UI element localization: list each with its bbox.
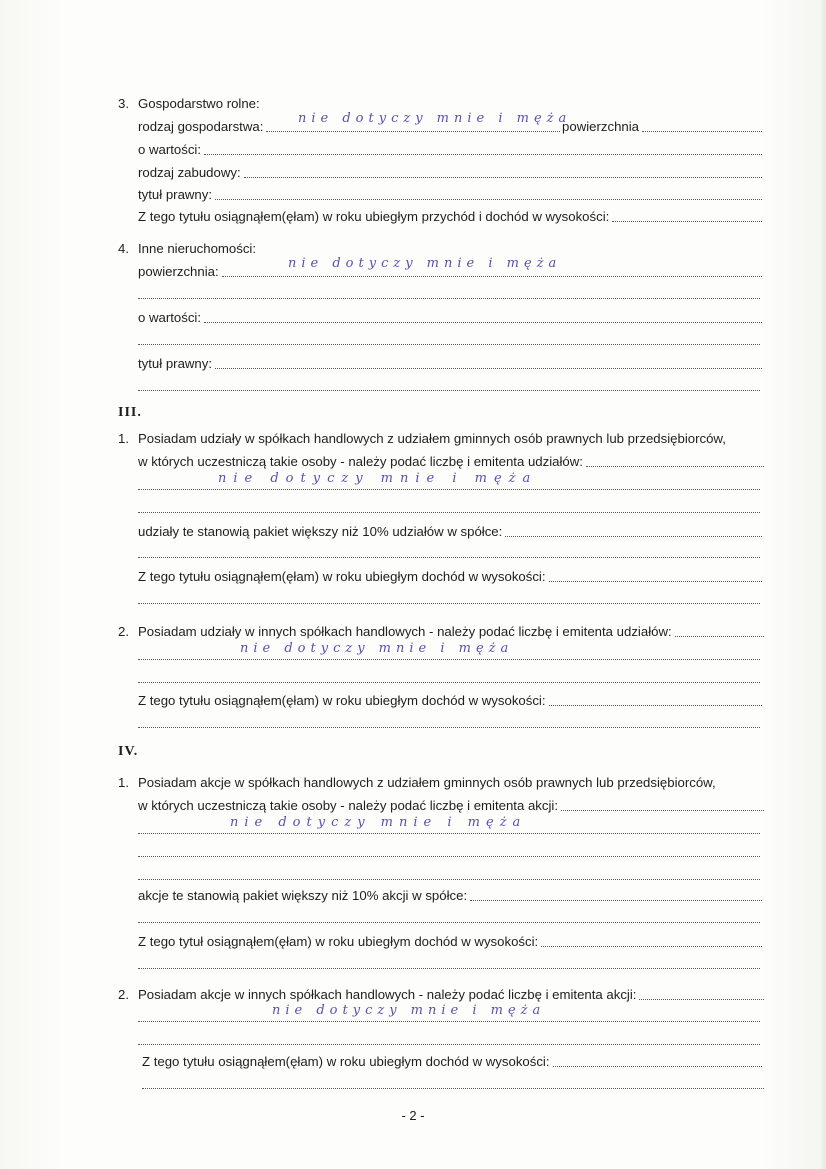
shares-q1-income-label: Z tego tytułu osiągnąłem(ęłam) w roku ubiegłym dochód w wysokości: xyxy=(138,569,546,584)
section-iii-heading: III. xyxy=(118,405,142,420)
shares-q2-income-continuation xyxy=(138,716,760,731)
other-title-continuation xyxy=(138,379,760,394)
farm-area-field[interactable] xyxy=(642,120,762,132)
other-value-field-2[interactable] xyxy=(138,333,760,345)
stocks-q2-income-field-2[interactable] xyxy=(142,1077,764,1089)
scan-edge-shadow xyxy=(820,0,826,1169)
farm-income-line xyxy=(138,209,764,225)
other-value-label: o wartości: xyxy=(138,310,202,325)
shares-q1-line1 xyxy=(118,431,766,447)
shares-q1-income-field[interactable] xyxy=(549,570,762,582)
stocks-q1-packet-line xyxy=(138,888,764,904)
other-value-continuation xyxy=(138,333,760,348)
stocks-q1-packet-field[interactable] xyxy=(470,889,762,901)
other-property-heading-line xyxy=(118,241,764,257)
other-value-line xyxy=(138,310,764,326)
other-value-field[interactable] xyxy=(204,311,762,323)
shares-q1-text1: Posiadam udziały w spółkach handlowych z udziałem gminnych osób prawnych lub przedsiębiorców, xyxy=(138,431,726,446)
handwriting-stocks-q2: nie dotyczy mnie i męża xyxy=(272,1003,546,1018)
shares-q1-packet-continuation xyxy=(138,546,760,561)
stocks-q1-answer-field-3[interactable] xyxy=(138,868,760,880)
other-area-field-2[interactable] xyxy=(138,287,760,299)
shares-q2-income-label: Z tego tytułu osiągnąłem(ęłam) w roku ubiegłym dochód w wysokości: xyxy=(138,693,546,708)
stocks-q2-answer-line-2 xyxy=(138,1033,760,1048)
stocks-q2-income-continuation xyxy=(142,1077,764,1092)
stocks-q1-income-line xyxy=(138,934,764,950)
stocks-q1-field[interactable] xyxy=(561,799,764,811)
handwriting-shares-q1: nie dotyczy mnie i męża xyxy=(218,471,538,486)
shares-q2-field[interactable] xyxy=(675,625,764,637)
other-area-label: powierzchnia: xyxy=(138,264,219,279)
shares-q1-packet-line xyxy=(138,524,764,540)
stocks-q2-income-label: Z tego tytułu osiągnąłem(ęłam) w roku ubiegłym dochód w wysokości: xyxy=(142,1054,550,1069)
farm-income-label: Z tego tytułu osiągnąłem(ęłam) w roku ubiegłym przychód i dochód w wysokości: xyxy=(138,209,610,224)
farm-type-label: rodzaj gospodarstwa: xyxy=(138,119,264,134)
item-number: 2. xyxy=(118,987,129,1002)
stocks-q1-packet-label: akcje te stanowią pakiet większy niż 10% akcji w spółce: xyxy=(138,888,468,903)
stocks-q2-text1: Posiadam akcje w innych spółkach handlowych - należy podać liczbę i emitenta akcji: xyxy=(138,987,637,1002)
stocks-q1-packet-continuation xyxy=(138,911,760,926)
stocks-q2-field[interactable] xyxy=(639,988,764,1000)
stocks-q1-text1: Posiadam akcje w spółkach handlowych z udziałem gminnych osób prawnych lub przedsiębiorców, xyxy=(138,775,716,790)
handwriting-other-property: nie dotyczy mnie i męża xyxy=(288,256,562,271)
stocks-q2-answer-field-2[interactable] xyxy=(138,1033,760,1045)
other-title-label: tytuł prawny: xyxy=(138,356,213,371)
section-iv-heading: IV. xyxy=(118,744,139,759)
shares-q1-income-continuation xyxy=(138,592,760,607)
farm-heading: Gospodarstwo rolne: xyxy=(138,96,260,111)
shares-q2-answer-field-2[interactable] xyxy=(138,671,760,683)
farm-title-line xyxy=(138,187,764,203)
item-number: 1. xyxy=(118,431,129,446)
farm-building-line xyxy=(138,165,764,181)
shares-q1-text2: w których uczestniczą takie osoby - należy podać liczbę i emitenta udziałów: xyxy=(138,454,583,469)
shares-q2-text1: Posiadam udziały w innych spółkach handlowych - należy podać liczbę i emitenta udziałów: xyxy=(138,624,672,639)
stocks-q1-answer-line-2 xyxy=(138,845,760,860)
other-property-heading: Inne nieruchomości: xyxy=(138,241,257,256)
farm-heading-line xyxy=(118,96,764,112)
page-number: - 2 - xyxy=(401,1108,425,1123)
handwriting-farm: nie dotyczy mnie i męża xyxy=(298,111,572,126)
shares-q1-income-field-2[interactable] xyxy=(138,592,760,604)
item-number: 3. xyxy=(118,96,129,111)
shares-q1-income-line xyxy=(138,569,764,585)
shares-q2-income-line xyxy=(138,693,764,709)
shares-q2-line1 xyxy=(118,624,766,640)
stocks-q2-line1 xyxy=(118,987,766,1003)
farm-value-line xyxy=(138,142,764,158)
shares-q1-packet-label: udziały te stanowią pakiet większy niż 10% udziałów w spółce: xyxy=(138,524,503,539)
stocks-q1-packet-field-2[interactable] xyxy=(138,911,760,923)
handwriting-shares-q2: nie dotyczy mnie i męża xyxy=(240,641,514,656)
item-number: 1. xyxy=(118,775,129,790)
item-number: 4. xyxy=(118,241,129,256)
shares-q2-income-field[interactable] xyxy=(549,694,762,706)
farm-title-label: tytuł prawny: xyxy=(138,187,213,202)
stocks-q1-text2: w których uczestniczą takie osoby - należy podać liczbę i emitenta akcji: xyxy=(138,798,558,813)
shares-q1-packet-field-2[interactable] xyxy=(138,546,760,558)
farm-building-field[interactable] xyxy=(244,166,762,178)
shares-q2-income-field-2[interactable] xyxy=(138,716,760,728)
stocks-q2-income-field[interactable] xyxy=(553,1055,762,1067)
farm-income-field[interactable] xyxy=(612,210,762,222)
farm-building-label: rodzaj zabudowy: xyxy=(138,165,241,180)
other-area-continuation xyxy=(138,287,760,302)
handwriting-stocks-q1: nie dotyczy mnie i męża xyxy=(230,815,527,830)
farm-value-field[interactable] xyxy=(204,143,762,155)
stocks-q1-answer-field-2[interactable] xyxy=(138,845,760,857)
item-number: 2. xyxy=(118,624,129,639)
stocks-q1-income-continuation xyxy=(138,957,760,972)
stocks-q1-line1 xyxy=(118,775,766,791)
farm-title-field[interactable] xyxy=(215,188,762,200)
stocks-q1-income-field-2[interactable] xyxy=(138,957,760,969)
shares-q1-field[interactable] xyxy=(586,455,764,467)
shares-q1-answer-field-2[interactable] xyxy=(138,501,760,513)
farm-value-label: o wartości: xyxy=(138,142,202,157)
other-title-field-2[interactable] xyxy=(138,379,760,391)
other-title-line xyxy=(138,356,764,372)
stocks-q2-income-line xyxy=(142,1054,764,1070)
farm-area-label: powierzchnia xyxy=(562,119,639,134)
shares-q1-line2 xyxy=(138,454,766,470)
stocks-q1-answer-line-3 xyxy=(138,868,760,883)
shares-q2-answer-line-2 xyxy=(138,671,760,686)
other-title-field[interactable] xyxy=(215,357,762,369)
shares-q1-answer-line-2 xyxy=(138,501,760,516)
stocks-q1-income-label: Z tego tytuł osiągnąłem(ęłam) w roku ubiegłym dochód w wysokości: xyxy=(138,934,539,949)
stocks-q1-income-field[interactable] xyxy=(541,935,762,947)
stocks-q1-line2 xyxy=(138,798,766,814)
shares-q1-packet-field[interactable] xyxy=(505,525,762,537)
